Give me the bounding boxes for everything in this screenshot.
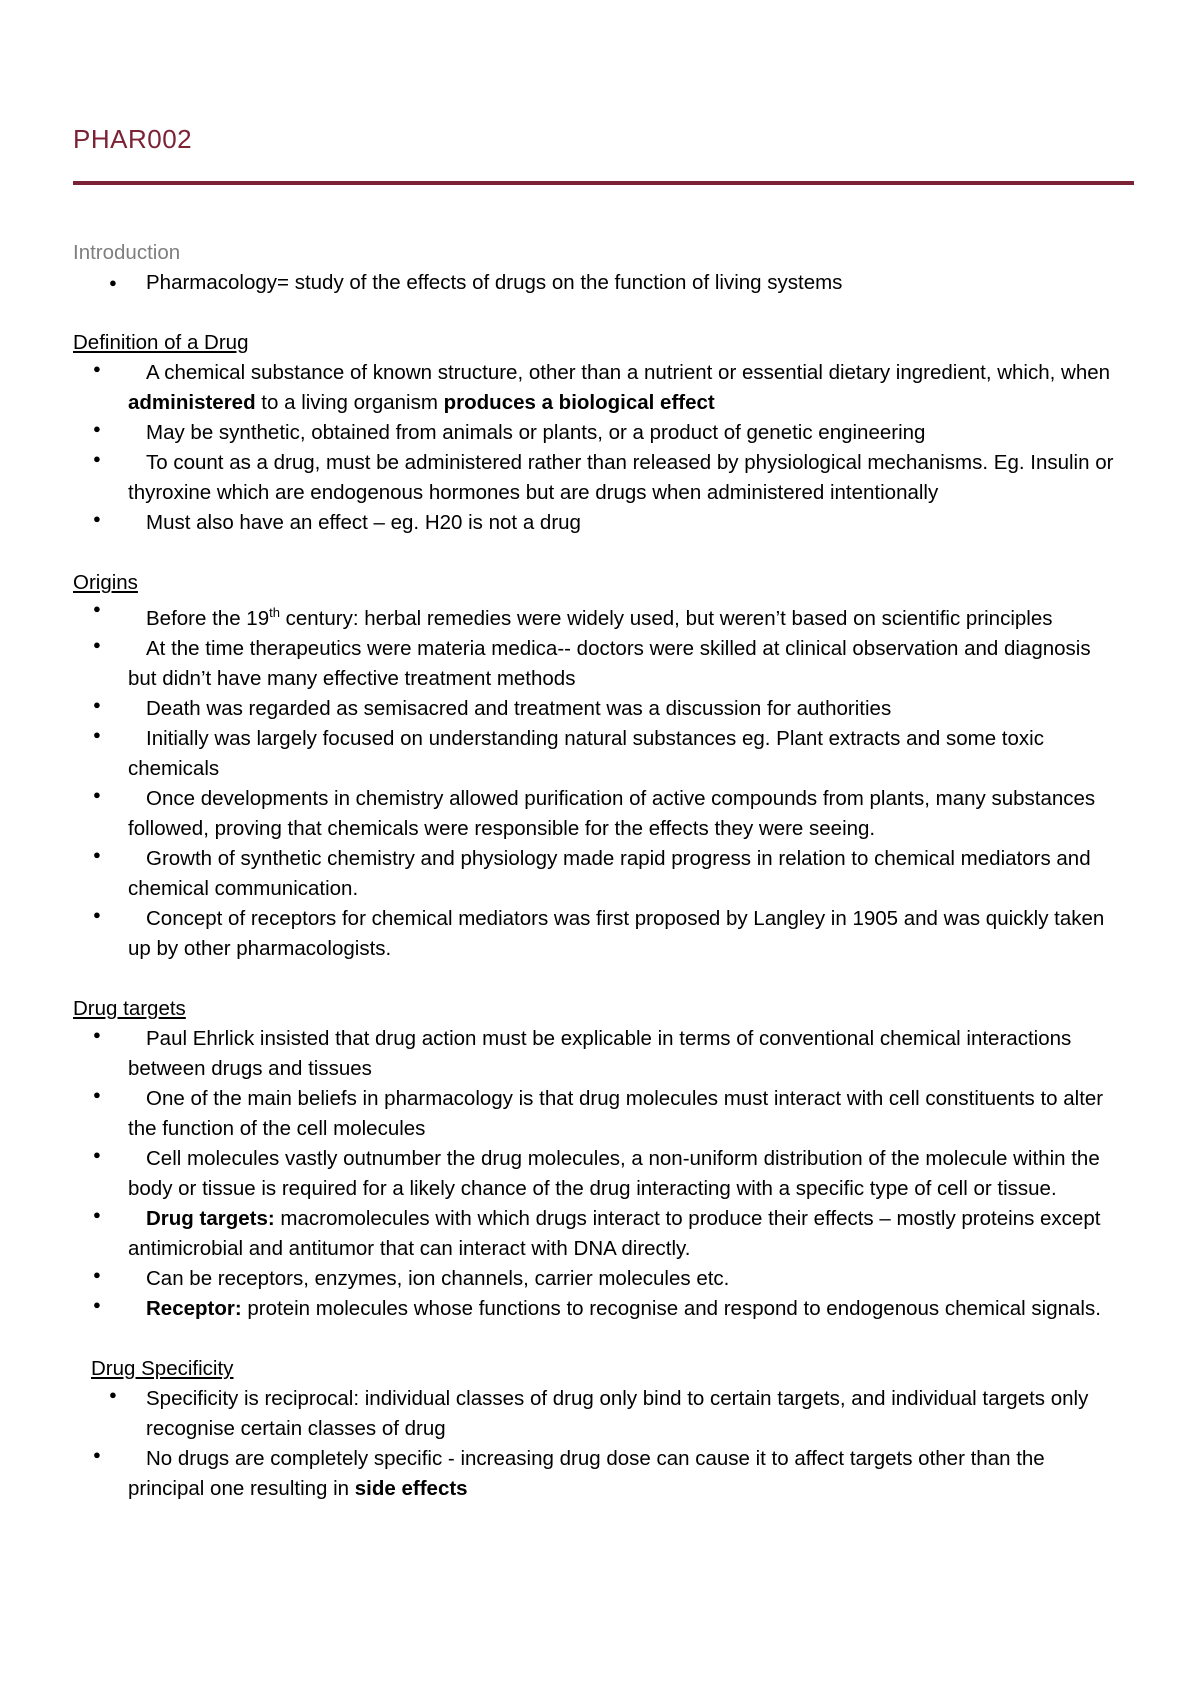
list-item: ● Can be receptors, enzymes, ion channels, carrier molecules etc. <box>73 1264 1143 1294</box>
list-item: ● May be synthetic, obtained from animals or plants, or a product of genetic engineering <box>73 418 1143 448</box>
intro-list <box>73 268 1143 298</box>
document-body <box>73 238 1143 1504</box>
bullet-dot-icon: ● <box>93 1146 101 1162</box>
section-heading-definition: Definition of a Drug <box>73 331 249 354</box>
list-item: ● Drug targets: macromolecules with which drugs interact to produce their effects – mostly proteins except antimicrobial and antitumor that can interact with DNA directly. <box>73 1204 1143 1264</box>
section-heading-origins: Origins <box>73 571 138 594</box>
bullet-dot-icon: ● <box>93 1086 101 1102</box>
title-rule <box>73 181 1134 185</box>
bullet-dot-icon: ● <box>93 1026 101 1042</box>
bullet-dot-icon: ● <box>93 696 101 712</box>
list-item: ● Receptor: protein molecules whose functions to recognise and respond to endogenous chemical signals. <box>73 1294 1143 1324</box>
bullet-dot-icon: ● <box>93 636 101 652</box>
bullet-dot-icon: ● <box>93 1446 101 1462</box>
bullet-dot-icon: ● <box>93 906 101 922</box>
targets-list <box>73 1024 1143 1324</box>
list-item: ● A chemical substance of known structure, other than a nutrient or essential dietary ingredient, which, when administered to a living organism produces a biological effect <box>73 358 1143 418</box>
page-title: PHAR002 <box>73 124 193 154</box>
list-item: ● No drugs are completely specific - increasing drug dose can cause it to affect targets other than the principal one resulting in side effects <box>73 1444 1143 1504</box>
bullet-dot-icon: ● <box>93 361 101 376</box>
section-heading-drug-specificity: Drug Specificity <box>91 1356 234 1380</box>
bullet-dot-icon: ● <box>109 1386 117 1402</box>
bullet-dot-icon: ● <box>109 275 117 290</box>
bullet-dot-icon: ● <box>93 1266 101 1282</box>
list-item: ● Cell molecules vastly outnumber the drug molecules, a non-uniform distribution of the molecule within the body or tissue is required for a likely chance of the drug interacting with a specific type of cell or tissue. <box>73 1144 1143 1204</box>
list-item: ● At the time therapeutics were materia medica-- doctors were skilled at clinical observation and diagnosis but didn’t have many effective treatment methods <box>73 634 1143 694</box>
bullet-dot-icon: ● <box>93 786 101 802</box>
bullet-dot-icon: ● <box>93 451 101 466</box>
section-heading-introduction: Introduction <box>73 241 181 264</box>
list-item: ● Must also have an effect – eg. H20 is not a drug <box>73 508 1143 538</box>
bullet-dot-icon: ● <box>93 511 101 526</box>
list-item: ● Specificity is reciprocal: individual classes of drug only bind to certain targets, and individual targets only recognise certain classes of drug <box>73 1384 1143 1444</box>
origins-list <box>73 598 1143 964</box>
bullet-dot-icon: ● <box>93 601 101 616</box>
definition-list <box>73 358 1143 538</box>
list-item: ● Death was regarded as semisacred and treatment was a discussion for authorities <box>73 694 1143 724</box>
bullet-dot-icon: ● <box>93 846 101 862</box>
list-item: ● One of the main beliefs in pharmacology is that drug molecules must interact with cell constituents to alter the function of the cell molecules <box>73 1084 1143 1144</box>
section-heading-drug-targets: Drug targets <box>73 996 186 1020</box>
bullet-dot-icon: ● <box>93 1206 101 1222</box>
list-item: ● Before the 19th century: herbal remedies were widely used, but weren’t based on scientific principles <box>73 598 1143 634</box>
bullet-dot-icon: ● <box>93 1296 101 1312</box>
bullet-dot-icon: ● <box>93 726 101 742</box>
list-item: ● Paul Ehrlick insisted that drug action must be explicable in terms of conventional chemical interactions between drugs and tissues <box>73 1024 1143 1084</box>
list-item: ● Pharmacology= study of the effects of drugs on the function of living systems <box>109 271 843 294</box>
list-item: ● Once developments in chemistry allowed purification of active compounds from plants, many substances followed, proving that chemicals were responsible for the effects they were seeing. <box>73 784 1143 844</box>
bullet-dot-icon: ● <box>93 421 101 436</box>
list-item: ● Initially was largely focused on understanding natural substances eg. Plant extracts and some toxic chemicals <box>73 724 1143 784</box>
list-item: ● Concept of receptors for chemical mediators was first proposed by Langley in 1905 and was quickly taken up by other pharmacologists. <box>73 904 1143 964</box>
specificity-list <box>73 1384 1143 1504</box>
list-item: ● Growth of synthetic chemistry and physiology made rapid progress in relation to chemical mediators and chemical communication. <box>73 844 1143 904</box>
list-item: ● To count as a drug, must be administered rather than released by physiological mechanisms. Eg. Insulin or thyroxine which are endogenous hormones but are drugs when administered intentionally <box>73 448 1143 508</box>
